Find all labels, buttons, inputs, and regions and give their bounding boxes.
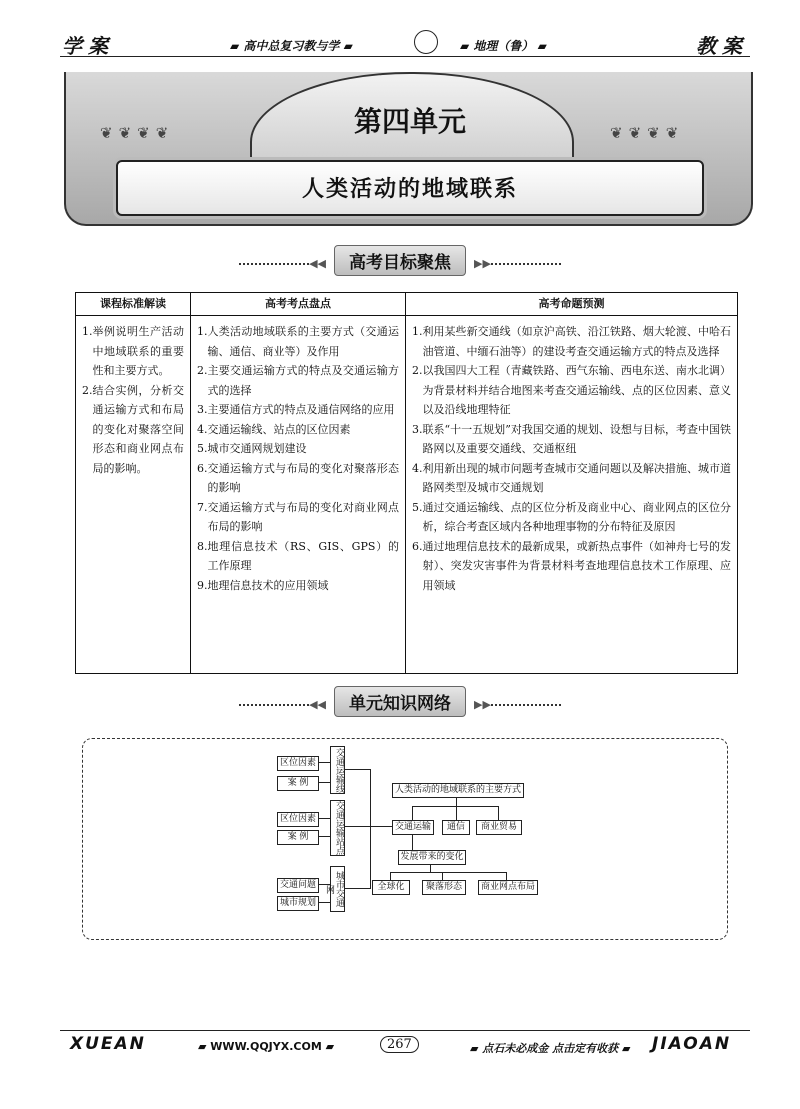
footer-slogan: ▰ 点石未必成金 点击定有收获 ▰ (470, 1042, 631, 1055)
diagram-box: 商业贸易 (476, 820, 522, 835)
diagram-box: 发展带来的变化 (398, 850, 466, 865)
header-rule (60, 56, 750, 57)
diagram-box: 交通问题 (277, 878, 319, 893)
footer-url: ▰ WWW.QQJYX.COM ▰ (198, 1040, 335, 1053)
list-item: 3. 联系“十一五规划”对我国交通的规划、设想与目标，考查中国铁路网以及重要交通线、交通枢纽 (412, 422, 731, 455)
arrow-icon: ▶▶ (474, 698, 491, 711)
diagram-box: 商业网点布局 (478, 880, 538, 895)
table-header: 高考考点盘点 (191, 293, 406, 316)
table-header: 高考命题预测 (406, 293, 738, 316)
standards-column (76, 316, 191, 674)
unit-subtitle: 人类活动的地域联系 (301, 177, 518, 202)
diagram-vbox: 交通运输线 (330, 746, 345, 794)
list-item: 2. 以我国四大工程（青藏铁路、西气东输、西电东送、南水北调）为背景材料并结合地图来考查交通运输线、点的区位因素、意义以及沿线地理特征 (412, 364, 731, 416)
section-goals-heading: ◀◀ 高考目标聚焦 ▶▶ (0, 245, 800, 276)
header-subject: ▰ 地理（鲁） ▰ (460, 39, 547, 53)
header-xuean: 学案 (62, 34, 114, 58)
list-item: 7. 交通运输方式与布局的变化对商业网点布局的影响 (197, 500, 399, 533)
knowledge-network-frame (82, 738, 728, 940)
predictions-column (406, 316, 738, 674)
header-series: ▰ 高中总复习教与学 ▰ (230, 39, 353, 53)
diagram-box: 交通运输 (392, 820, 434, 835)
list-item: 4. 交通运输线、站点的区位因素 (197, 422, 351, 436)
table-header: 课程标准解读 (76, 293, 191, 316)
list-item: 6. 交通运输方式与布局的变化对聚落形态的影响 (197, 461, 399, 494)
diagram-vbox: 交通运输站点 (330, 800, 345, 856)
goals-table (75, 292, 738, 674)
list-item: 8. 地理信息技术（RS、GIS、GPS）的工作原理 (197, 539, 399, 572)
diagram-box: 城市规划 (277, 896, 319, 911)
leaf-ornament-right-icon: ❦❦❦❦ (610, 124, 685, 142)
points-column (191, 316, 406, 674)
emblem-icon (414, 30, 438, 54)
arrow-icon: ◀◀ (309, 257, 326, 270)
diagram-box: 通信 (442, 820, 470, 835)
list-item: 3. 主要通信方式的特点及通信网络的应用 (197, 403, 395, 416)
list-item: 4. 利用新出现的城市问题考查城市交通问题以及解决措施、城市道路网类型及城市交通规划 (412, 461, 731, 494)
diagram-box: 案 例 (277, 830, 319, 845)
arrow-icon: ◀◀ (309, 698, 326, 711)
arrow-icon: ▶▶ (474, 257, 491, 270)
footer-xuean: XUEAN (70, 1034, 146, 1054)
unit-title: 第四单元 (353, 105, 466, 138)
footer-jiaoan: JIAOAN (652, 1034, 732, 1054)
list-item: 5. 城市交通网规划建设 (197, 442, 307, 455)
diagram-box: 案 例 (277, 776, 319, 791)
page-number: 267 (380, 1036, 419, 1053)
section-network-heading: ◀◀ 单元知识网络 ▶▶ (0, 686, 800, 717)
header-jiaoan: 教案 (696, 34, 748, 58)
leaf-ornament-left-icon: ❦❦❦❦ (100, 124, 175, 142)
list-item: 1. 利用某些新交通线（如京沪高铁、沿江铁路、烟大轮渡、中哈石油管道、中缅石油等）的建设考查交通运输方式的特点及选择 (412, 325, 731, 358)
diagram-box: 聚落形态 (422, 880, 466, 895)
diagram-vbox: 城市交通网 (330, 866, 345, 912)
list-item: 5. 通过交通运输线、点的区位分析及商业中心、商业网点的区位分析，综合考查区域内各种地理事物的分布特征及原因 (412, 500, 731, 533)
list-item: 2. 主要交通运输方式的特点及交通运输方式的选择 (197, 364, 399, 397)
list-item: 1. 人类活动地域联系的主要方式（交通运输、通信、商业等）及作用 (197, 325, 399, 358)
list-item: 2. 结合实例，分析交通运输方式和布局的变化对聚落空间形态和商业网点布局的影响。 (82, 383, 184, 475)
diagram-box: 区位因素 (277, 812, 319, 827)
list-item: 1. 举例说明生产活动中地域联系的重要性和主要方式。 (82, 325, 184, 377)
list-item: 6. 通过地理信息技术的最新成果，或新热点事件（如神舟七号的发射）、突发灾害事件为背景材料考查地理信息技术工作原理、应用领域 (412, 539, 731, 592)
diagram-main-box: 人类活动的地域联系的主要方式 (392, 783, 524, 798)
list-item: 9. 地理信息技术的应用领域 (197, 578, 329, 592)
footer-rule (60, 1030, 750, 1031)
diagram-box: 区位因素 (277, 756, 319, 771)
diagram-box: 全球化 (372, 880, 410, 895)
